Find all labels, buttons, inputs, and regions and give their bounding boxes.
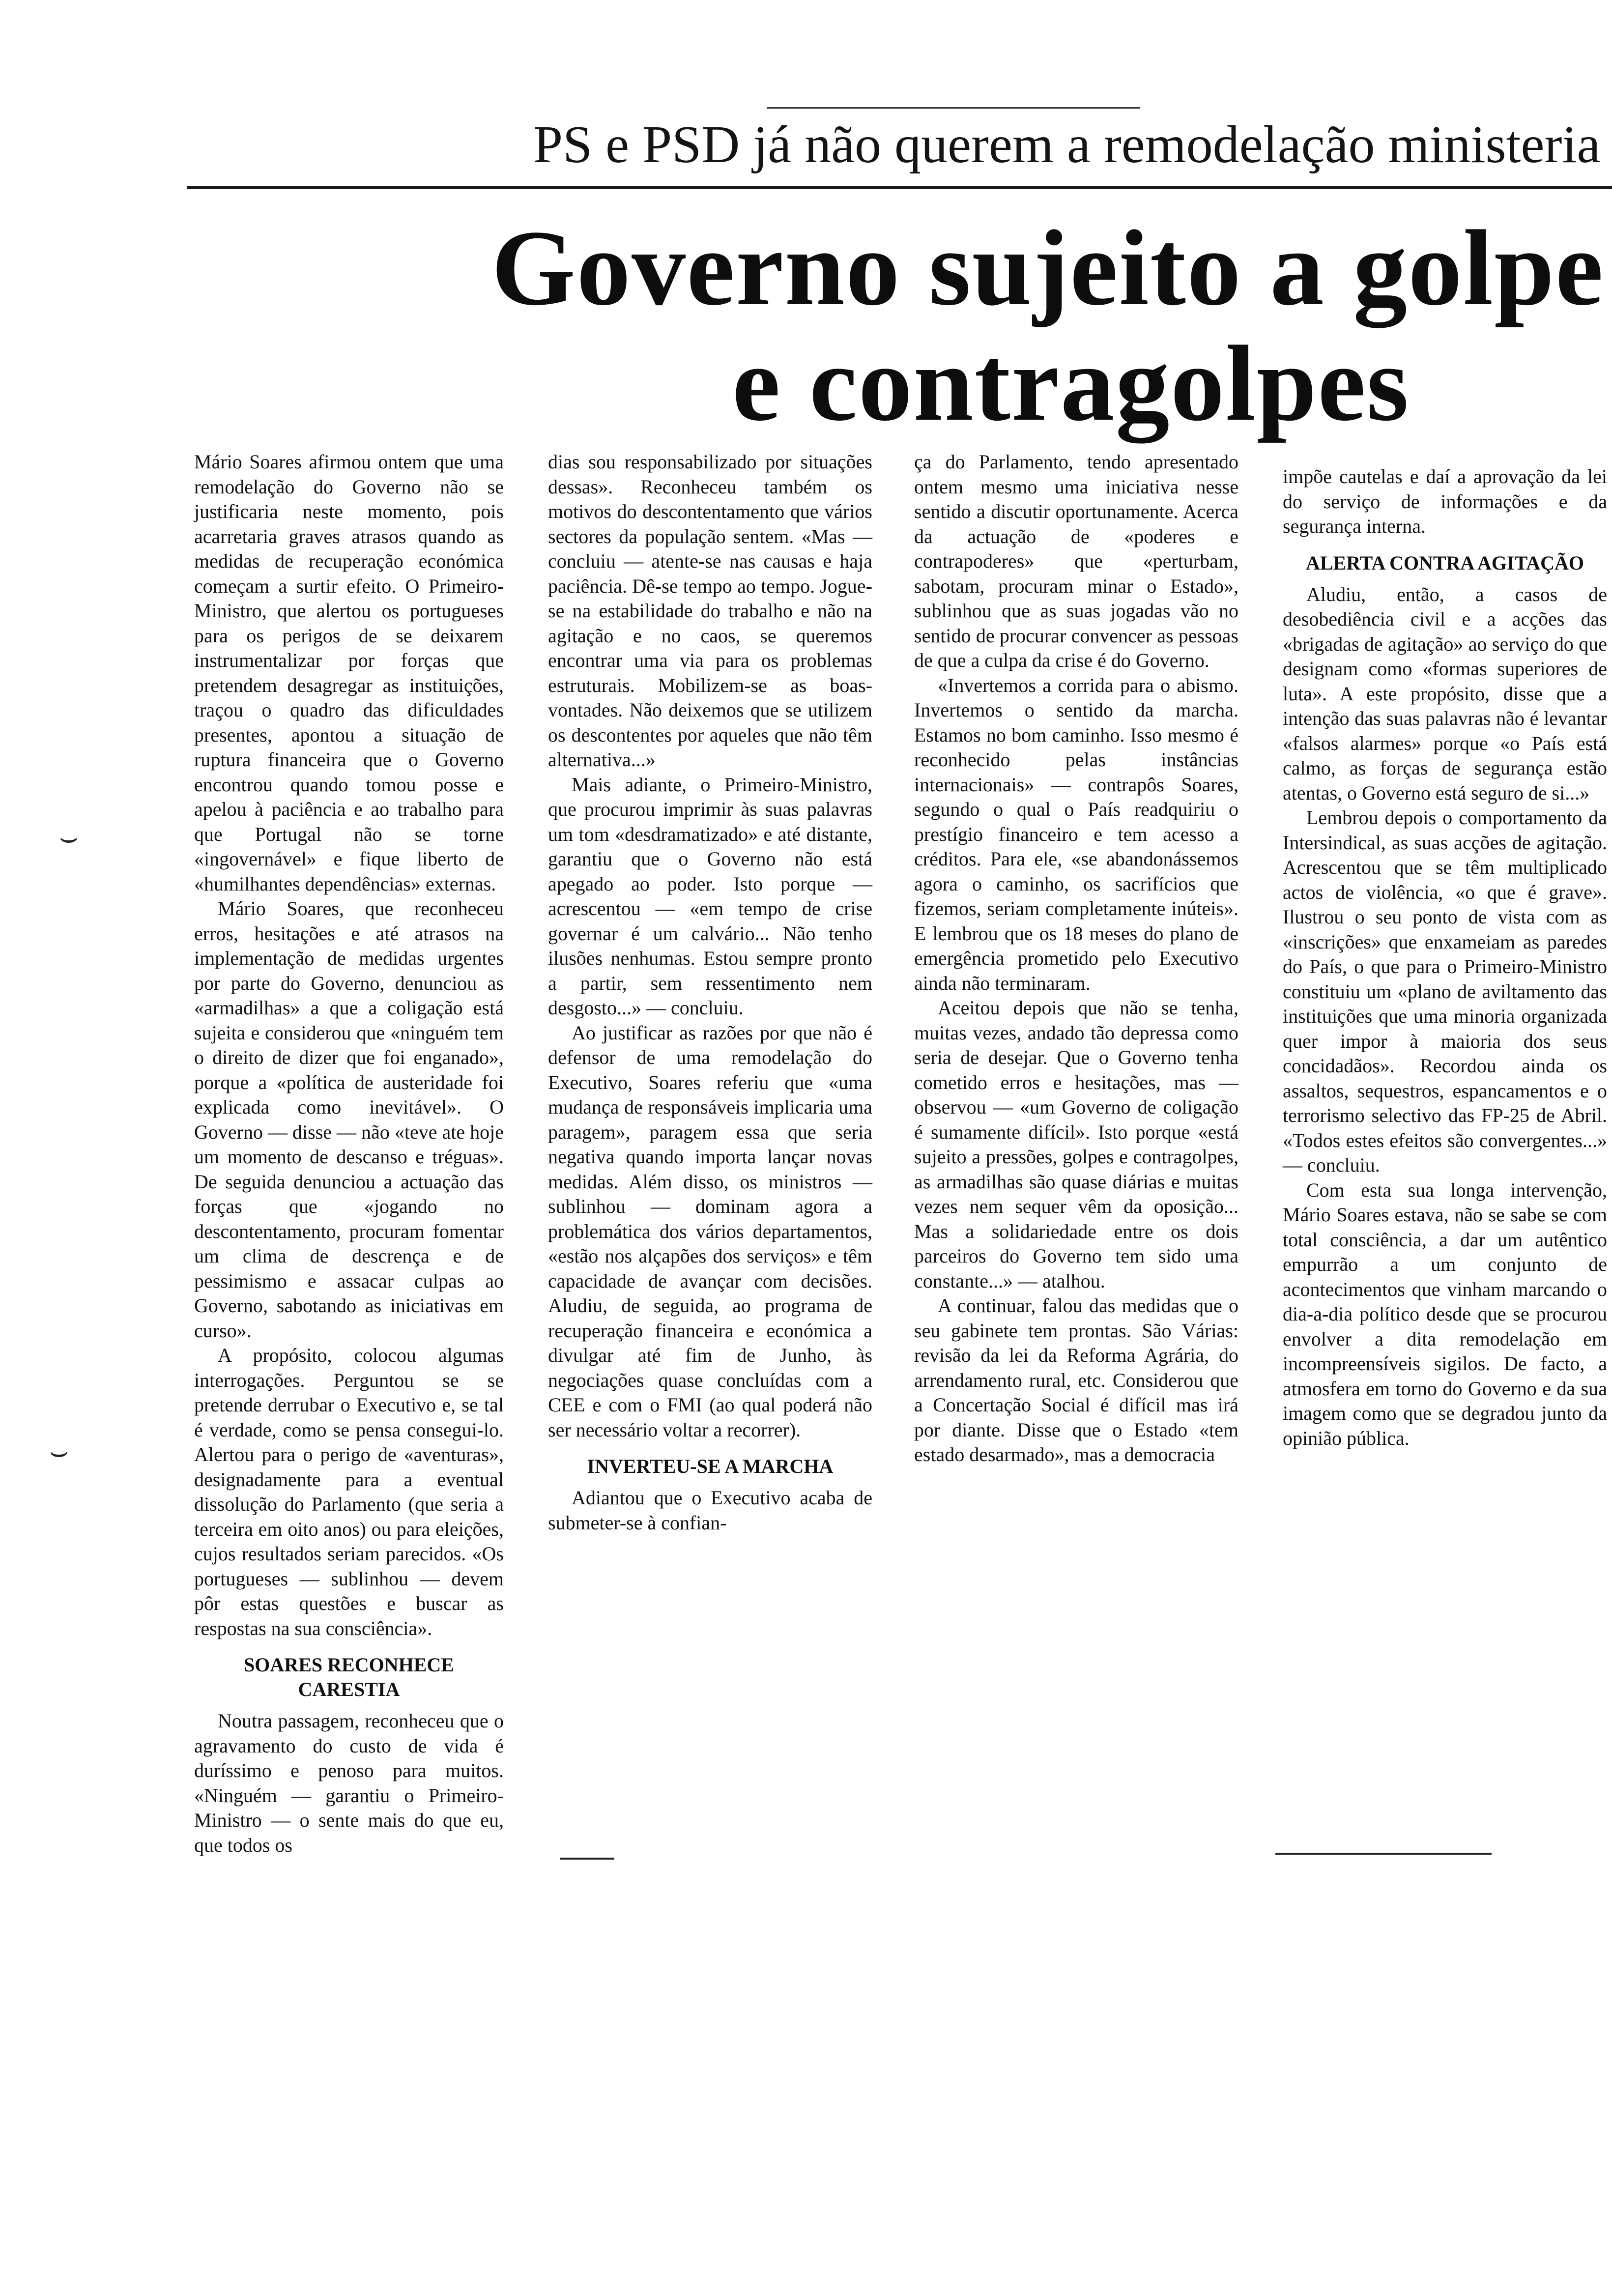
headline-line-1: Governo sujeito a golpe bbox=[491, 208, 1605, 328]
margin-mark: ⌣ bbox=[49, 1435, 69, 1468]
article-end-rule bbox=[1275, 1853, 1492, 1855]
paragraph: dias sou responsabilizado por situações dessas». Reconheceu também os motivos do descontentamento que vários sectores da população sentem. «Mas — concluiu — atente-se nas causas e haja paciência. Dê-se tempo ao tempo. Jogue-se na estabilidade do trabalho e não na agitação e no caos, se queremos encontrar uma via para os problemas estruturais. Mobilizem-se as boas-vontades. Não deixemos que se utilizem os descontentes por aqueles que não têm alternativa...» bbox=[548, 451, 872, 771]
paragraph: Com esta sua longa intervenção, Mário Soares estava, não se sabe se com total consciência, a dar um autêntico empurrão a um conjunto de acontecimentos que vinham marcando o dia-a-dia político desde que se procurou envolver a dita remodelação em incompreensíveis sigilos. De facto, a atmosfera em torno do Governo e da sua imagem como que se degradou junto da opinião pública. bbox=[1283, 1178, 1607, 1449]
paragraph: Noutra passagem, reconheceu que o agravamento do custo de vida é duríssimo e penoso para muitos. «Ninguém — garantiu o Primeiro-Ministro — o sente mais do que eu, que todos os bbox=[194, 1710, 504, 1856]
section-heading: ALERTA CONTRA AGITAÇÃO bbox=[1305, 551, 1584, 574]
paragraph: Adiantou que o Executivo acaba de submeter-se à confian- bbox=[548, 1487, 872, 1534]
margin-mark: ⌣ bbox=[59, 821, 79, 854]
paragraph: Ao justificar as razões por que não é defensor de uma remodelação do Executivo, Soares referiu que «uma mudança de responsáveis implicaria uma paragem», paragem essa que seria negativa quando importa lançar novas medidas. Além disso, os ministros — sublinhou — dominam agora a problemática dos vários departamentos, «estão nos alçapões dos serviços» e têm capacidade de avançar com decisões. Aludiu, de seguida, ao programa de recuperação financeira e económica a divulgar até fim de Junho, às negociações quase concluídas com a CEE e com o FMI (ao qual poderá não ser necessário voltar a recorrer). bbox=[548, 1021, 872, 1441]
paragraph: A continuar, falou das medidas que o seu gabinete tem prontas. São Várias: revisão da lei da Reforma Agrária, do arrendamento rural, etc. Considerou que a Concertação Social é difícil mas irá por diante. Disse que o Estado «tem estado desarmado», mas a democracia bbox=[914, 1294, 1238, 1465]
section-heading: INVERTEU-SE A MARCHA bbox=[587, 1455, 834, 1477]
top-thin-rule bbox=[767, 107, 1140, 109]
paragraph: Lembrou depois o comportamento da Intersindical, as suas acções de agitação. Acrescentou que se têm multiplicado actos de violência, «o que é grave». Ilustrou o seu ponto de vista com as «inscrições» que enxameiam as paredes do País, o que para o Primeiro-Ministro constituiu um «plano de aviltamento das instituições que uma minoria organizada quer impor à maioria dos seus concidadãos». Recordou ainda os assaltos, sequestros, espancamentos e o terrorismo selectivo das FP-25 de Abril. «Todos estes efeitos são convergentes...» — concluiu. bbox=[1283, 806, 1607, 1176]
article-column-1 bbox=[194, 450, 504, 1858]
paragraph: impõe cautelas e daí a aprovação da lei do serviço de informações e da segurança interna. bbox=[1283, 465, 1607, 537]
paragraph: Mais adiante, o Primeiro-Ministro, que procurou imprimir às suas palavras um tom «desdramatizado» e até distante, garantiu que o Governo não está apegado ao poder. Isto porque — acrescentou — «em tempo de crise governar é um calvário... Não tenho ilusões nenhumas. Estou sempre pronto a partir, sem ressentimento nem desgosto...» — concluiu. bbox=[548, 773, 872, 1019]
paragraph: ça do Parlamento, tendo apresentado ontem mesmo uma iniciativa nesse sentido a discutir oportunamente. Acerca da actuação de «poderes e contrapoderes» que «perturbam, sabotam, procuram minar o Estado», sublinhou que as suas jogadas vão no sentido de procurar convencer as pessoas de que a culpa da crise é do Governo. bbox=[914, 451, 1238, 671]
paragraph: A propósito, colocou algumas interrogações. Perguntou se se pretende derrubar o Executivo e, se tal é verdade, como se pensa consegui-lo. Alertou para o perigo de «aventuras», designadamente para a eventual dissolução do Parlamento (que seria a terceira em oito anos) ou para eleições, cujos resultados seriam parecidos. «Os portugueses — sublinhou — devem pôr estas questões e buscar as respostas na sua consciência». bbox=[194, 1344, 504, 1639]
paragraph: Mário Soares afirmou ontem que uma remodelação do Governo não se justificaria neste momento, pois acarretaria graves atrasos quando as medidas de recuperação económica começam a surtir efeito. O Primeiro-Ministro, que alertou os portugueses para os perigos de se deixarem instrumentalizar por forças que pretendem desagregar as instituições, traçou o quadro das dificuldades presentes, apontou a situação de ruptura financeira que o Governo encontrou quando tomou posse e apelou à paciência e ao trabalho para que Portugal não se torne «ingovernável» e fique liberto de «humilhantes dependências» externas. bbox=[194, 451, 504, 895]
article-column-4 bbox=[1283, 464, 1607, 1451]
paragraph: Mário Soares, que reconheceu erros, hesitações e até atrasos na implementação de medidas urgentes por parte do Governo, denunciou as «armadilhas» a que a coligação está sujeita e considerou que «ninguém tem o direito de dizer que foi enganado», porque a «política de austeridade foi explicada como inevitável». O Governo — disse — não «teve ate hoje um momento de descanso e tréguas». De seguida denunciou a actuação das forças que «jogando no descontentamento, procuram fomentar um clima de descrença e de pessimismo e assacar culpas ao Governo, sabotando as iniciativas em curso». bbox=[194, 897, 504, 1342]
column-end-rule bbox=[560, 1858, 614, 1860]
headline-line-2: e contragolpes bbox=[732, 323, 1410, 443]
article-column-3 bbox=[914, 450, 1238, 1467]
paragraph: Aludiu, então, a casos de desobediência civil e a acções das «brigadas de agitação» ao serviço do que designam como «formas superiores de luta». A este propósito, disse que a intenção das suas palavras não é levantar «falsos alarmes» porque «o País está calmo, as forças de segurança estão atentas, o Governo está seguro de si...» bbox=[1283, 583, 1607, 804]
paragraph: «Invertemos a corrida para o abismo. Invertemos o sentido da marcha. Estamos no bom caminho. Isso mesmo é reconhecido pelas instâncias internacionais» — contrapôs Soares, segundo o qual o País readquiriu o prestígio financeiro e tem acesso a créditos. Para ele, «se abandonássemos agora o caminho, os sacrifícios que fizemos, seriam completamente inúteis». E lembrou que os 18 meses do plano de emergência prometido pelo Executivo ainda não terminaram. bbox=[914, 674, 1238, 994]
headline-rule bbox=[187, 186, 1612, 189]
section-heading: SOARES RECONHECE CARESTIA bbox=[244, 1654, 454, 1700]
paragraph: Aceitou depois que não se tenha, muitas vezes, andado tão depressa como seria de desejar. Que o Governo tenha cometido erros e hesitações, mas — observou — «um Governo de coligação é sumamente difícil». Isto porque «está sujeito a pressões, golpes e contragolpes, as armadilhas são quase diárias e muitas vezes nem sequer vêm da oposição... Mas a solidariedade entre os dois parceiros do Governo tem sido uma constante...» — atalhou. bbox=[914, 997, 1238, 1292]
article-column-2 bbox=[548, 450, 872, 1535]
kicker-headline: PS e PSD já não querem a remodelação ministeria bbox=[533, 115, 1601, 174]
